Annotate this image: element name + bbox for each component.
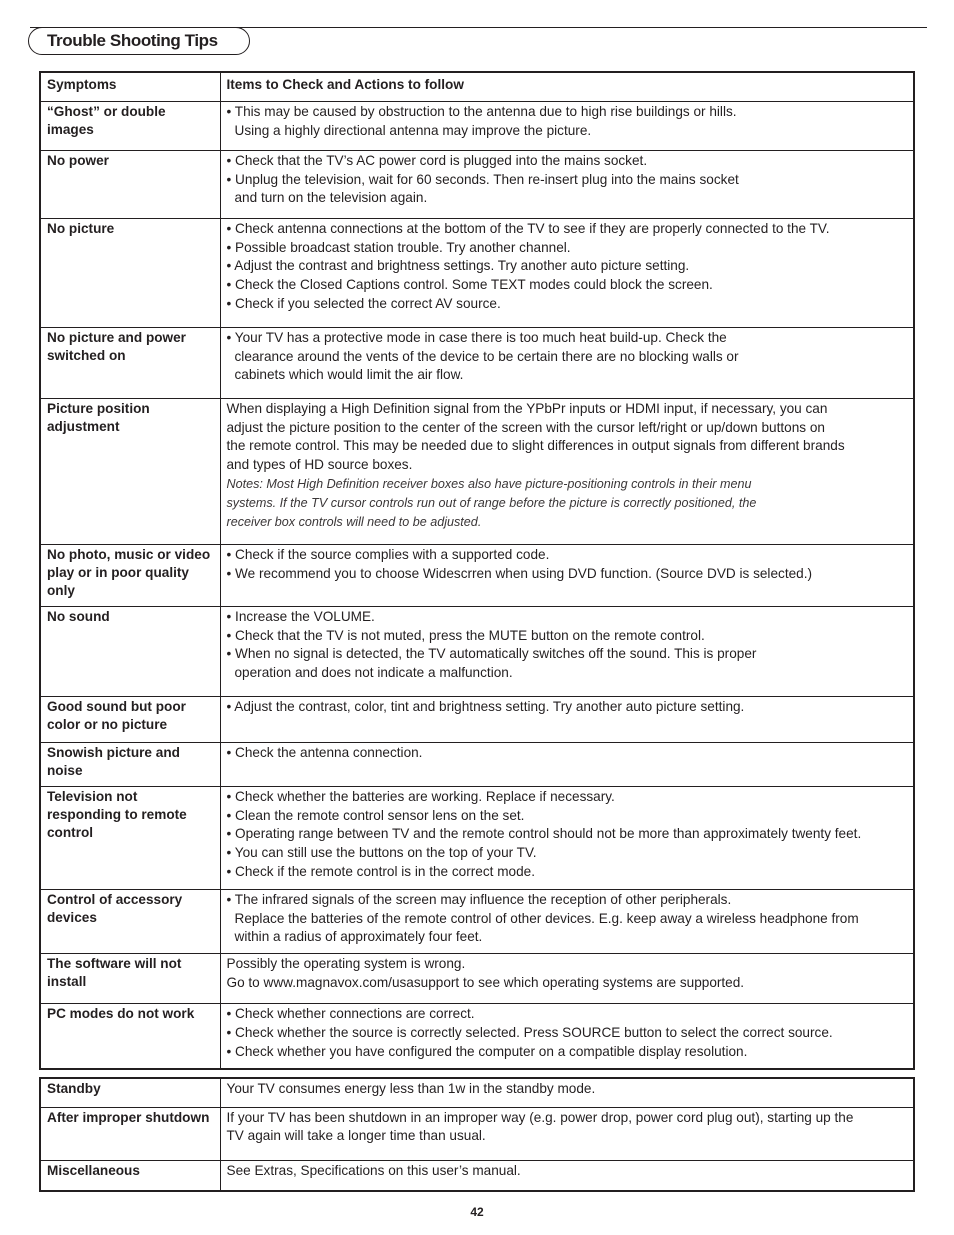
table-header-row [40, 72, 914, 101]
action-cell [220, 1004, 914, 1069]
table-row [40, 1004, 914, 1069]
action-line: See Extras, Specifications on this user’s manual. [226, 1162, 521, 1178]
symptom-cell: Snowish picture and noise [40, 742, 220, 786]
table-row [40, 1078, 914, 1107]
page-number: 42 [470, 1205, 484, 1219]
symptom-cell: Picture position adjustment [40, 398, 220, 544]
action-cell [220, 1107, 914, 1160]
table-row [40, 101, 914, 150]
table-row [40, 606, 914, 696]
symptom-cell: After improper shutdown [40, 1107, 220, 1160]
action-cell [220, 398, 914, 544]
table-row [40, 327, 914, 398]
action-line: • Check whether the batteries are working. Replace if necessary. [226, 788, 615, 804]
symptom-cell: PC modes do not work [40, 1004, 220, 1069]
action-cell [220, 696, 914, 742]
action-line: • Check that the TV is not muted, press the MUTE button on the remote control. [226, 627, 705, 643]
action-line: • Adjust the contrast and brightness settings. Try another auto picture setting. [226, 258, 690, 274]
action-line: clearance around the vents of the device to be certain there are no blocking walls or [234, 348, 739, 364]
table-row [40, 742, 914, 786]
action-line: the remote control. This may be needed due to slight differences in output signals from different brands [226, 438, 845, 454]
action-line: operation and does not indicate a malfunction. [234, 665, 513, 681]
symptom-cell: Control of accessory devices [40, 889, 220, 953]
action-line: • Check if the source complies with a supported code. [226, 546, 550, 562]
action-line: • Increase the VOLUME. [226, 608, 375, 624]
table-row [40, 696, 914, 742]
action-line: • Check whether connections are correct. [226, 1006, 475, 1022]
header-actions: Items to Check and Actions to follow [220, 72, 914, 101]
action-line: • Check whether you have configured the computer on a compatible display resolution. [226, 1043, 748, 1059]
action-line: • Unplug the television, wait for 60 seconds. Then re-insert plug into the mains socket [226, 171, 739, 187]
section-title: Trouble Shooting Tips [47, 31, 218, 50]
table-row [40, 544, 914, 606]
action-line: • You can still use the buttons on the top of your TV. [226, 845, 537, 861]
symptom-cell: No sound [40, 606, 220, 696]
action-line: • Check if you selected the correct AV source. [226, 295, 501, 311]
action-cell [220, 101, 914, 150]
action-line: • Check whether the source is correctly selected. Press SOURCE button to select the correct source. [226, 1024, 833, 1040]
symptom-cell: Miscellaneous [40, 1160, 220, 1191]
action-line: • Operating range between TV and the remote control should not be more than approximately twenty feet. [226, 826, 862, 842]
action-line: Replace the batteries of the remote control of other devices. E.g. keep away a wireless headphone from [234, 910, 859, 926]
action-line: If your TV has been shutdown in an improper way (e.g. power drop, power cord plug out), starting up the [226, 1109, 854, 1125]
action-line: When displaying a High Definition signal from the YPbPr inputs or HDMI input, if necessary, you can [226, 400, 828, 416]
symptom-cell: No picture and power switched on [40, 327, 220, 398]
troubleshooting-table [39, 71, 915, 1070]
action-line: Using a highly directional antenna may improve the picture. [234, 122, 592, 138]
action-line: • Clean the remote control sensor lens on the set. [226, 807, 525, 823]
action-cell [220, 786, 914, 889]
action-line: • When no signal is detected, the TV automatically switches off the sound. This is proper [226, 646, 757, 662]
action-cell [220, 742, 914, 786]
action-line: within a radius of approximately four feet. [234, 929, 483, 945]
action-line: Your TV consumes energy less than 1w in the standby mode. [226, 1081, 596, 1096]
action-line: • Possible broadcast station trouble. Try another channel. [226, 239, 571, 255]
symptom-cell: Good sound but poor color or no picture [40, 696, 220, 742]
note-line: receiver box controls will need to be adjusted. [226, 514, 482, 529]
table-row [40, 954, 914, 1004]
note-line: systems. If the TV cursor controls run out of range before the picture is correctly positioned, the [226, 495, 757, 510]
symptom-cell: No picture [40, 218, 220, 327]
action-cell [220, 606, 914, 696]
symptom-cell: The software will not install [40, 954, 220, 1004]
action-line: • Adjust the contrast, color, tint and brightness setting. Try another auto picture setting. [226, 698, 745, 714]
action-line: • This may be caused by obstruction to the antenna due to high rise buildings or hills. [226, 103, 737, 119]
table-row [40, 218, 914, 327]
symptom-cell: No power [40, 150, 220, 218]
action-line: • Check that the TV’s AC power cord is plugged into the mains socket. [226, 152, 648, 168]
action-line: • The infrared signals of the screen may influence the reception of other peripherals. [226, 891, 732, 907]
action-cell [220, 218, 914, 327]
action-cell [220, 1160, 914, 1191]
action-line: Possibly the operating system is wrong. [226, 956, 466, 972]
action-line: TV again will take a longer time than usual. [226, 1128, 486, 1144]
action-line: • Check if the remote control is in the correct mode. [226, 863, 535, 879]
action-line: adjust the picture position to the center of the screen with the cursor left/right or up/down buttons on [226, 419, 825, 435]
action-line: and types of HD source boxes. [226, 457, 413, 473]
note-line: Notes: Most High Definition receiver boxes also have picture-positioning controls in their menu [226, 476, 752, 491]
table-row [40, 786, 914, 889]
action-line: Go to www.magnavox.com/usasupport to see which operating systems are supported. [226, 974, 745, 990]
action-cell [220, 1078, 914, 1107]
additional-info-table [39, 1077, 915, 1192]
header-symptoms: Symptoms [40, 72, 220, 101]
table-row [40, 398, 914, 544]
symptom-cell: “Ghost” or double images [40, 101, 220, 150]
action-cell [220, 544, 914, 606]
symptom-cell: No photo, music or video play or in poor quality only [40, 544, 220, 606]
action-cell [220, 889, 914, 953]
table-row [40, 1107, 914, 1160]
action-line: • We recommend you to choose Widescrren when using DVD function. (Source DVD is selected.) [226, 565, 813, 581]
section-title-badge [28, 27, 250, 55]
table-row [40, 1160, 914, 1191]
action-cell [220, 150, 914, 218]
action-line: and turn on the television again. [234, 190, 428, 206]
action-line: cabinets which would limit the air flow. [234, 367, 464, 383]
action-cell [220, 954, 914, 1004]
table-row [40, 150, 914, 218]
symptom-cell: Television not responding to remote control [40, 786, 220, 889]
action-line: • Check the Closed Captions control. Some TEXT modes could block the screen. [226, 277, 713, 293]
symptom-cell: Standby [40, 1078, 220, 1107]
action-line: • Your TV has a protective mode in case there is too much heat build-up. Check the [226, 329, 727, 345]
action-line: • Check the antenna connection. [226, 744, 423, 760]
action-line: • Check antenna connections at the bottom of the TV to see if they are properly connected to the TV. [226, 220, 830, 236]
table-row [40, 889, 914, 953]
action-cell [220, 327, 914, 398]
